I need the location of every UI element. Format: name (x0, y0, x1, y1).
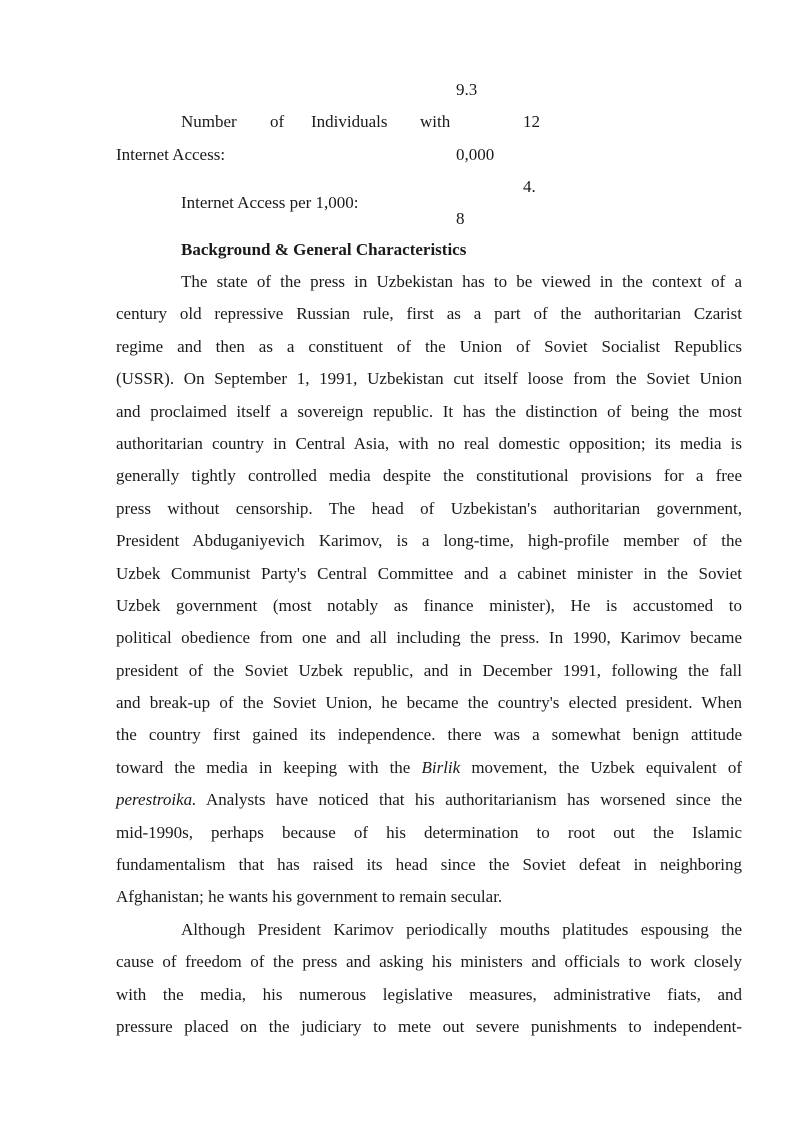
paragraph-line: Uzbek government (most notably as finance minister), He is accustomed to (116, 595, 742, 615)
paragraph-line: president of the Soviet Uzbek republic, and in December 1991, following the fall (116, 660, 742, 680)
stat-individuals-label-cont: Internet Access: (116, 145, 226, 164)
stat-access-per-label: Internet Access per 1,000: (181, 193, 359, 212)
text-run: toward the media in keeping with the (116, 757, 422, 777)
paragraph-line: and break-up of the Soviet Union, he became the country's elected president. When (116, 693, 742, 713)
paragraph-line: and proclaimed itself a sovereign republic. It has the distinction of being the most (116, 401, 742, 421)
stat-individuals-label-word: of (270, 112, 285, 131)
paragraph-line: cause of freedom of the press and asking his ministers and officials to work closely (116, 952, 742, 972)
paragraph-background (116, 266, 742, 914)
paragraph-line: President Abduganiyevich Karimov, is a long-time, high-profile member of the (116, 531, 742, 551)
paragraph-line: Although President Karimov periodically mouths platitudes espousing the (181, 920, 742, 939)
stat-top-value: 9.3 (456, 80, 478, 99)
stat-individuals-value-cont: 0,000 (456, 145, 495, 164)
stat-access-per-value: 4. (523, 177, 536, 196)
paragraph-line: press without censorship. The head of Uzbekistan's authoritarian government, (116, 498, 742, 518)
paragraph-press-freedom (116, 914, 742, 1044)
paragraph-line (116, 752, 742, 784)
paragraph-line: the country first gained its independence. there was a somewhat benign attitude (116, 725, 742, 745)
paragraph-line: The state of the press in Uzbekistan has to be viewed in the context of a (181, 272, 742, 291)
paragraph-line: fundamentalism that has raised its head since the Soviet defeat in neighboring (116, 855, 742, 875)
stat-individuals-label-word: with (420, 112, 451, 131)
paragraph-line: regime and then as a constituent of the Union of Soviet Socialist Republics (116, 336, 742, 356)
paragraph-line: political obedience from one and all including the press. In 1990, Karimov became (116, 628, 742, 648)
paragraph-line: generally tightly controlled media despite the constitutional provisions for a free (116, 466, 742, 486)
perestroika-term: perestroika. (116, 790, 197, 810)
text-run: movement, the Uzbek equivalent of (460, 757, 742, 777)
birlik-term: Birlik (421, 757, 461, 777)
text-run: Analysts have noticed that his authoritarianism has worsened since the (196, 790, 742, 810)
stat-access-per-value-cont: 8 (456, 209, 465, 228)
paragraph-line: century old repressive Russian rule, first as a part of the authoritarian Czarist (116, 304, 742, 324)
stat-individuals-label-word: Number (181, 112, 237, 131)
paragraph-line (116, 784, 742, 816)
paragraph-line: with the media, his numerous legislative measures, administrative fiats, and (116, 984, 742, 1004)
paragraph-line: Afghanistan; he wants his government to remain secular. (116, 887, 503, 907)
stat-individuals-label-word: Individuals (311, 112, 388, 131)
paragraph-line: (USSR). On September 1, 1991, Uzbekistan cut itself loose from the Soviet Union (116, 369, 742, 389)
stat-individuals-value: 12 (523, 112, 540, 131)
section-heading: Background & General Characteristics (181, 240, 467, 259)
paragraph-line: authoritarian country in Central Asia, with no real domestic opposition; its media is (116, 433, 742, 453)
paragraph-line: mid-1990s, perhaps because of his determination to root out the Islamic (116, 822, 742, 842)
paragraph-line: pressure placed on the judiciary to mete out severe punishments to independent- (116, 1017, 742, 1037)
paragraph-line: Uzbek Communist Party's Central Committee and a cabinet minister in the Soviet (116, 563, 742, 583)
